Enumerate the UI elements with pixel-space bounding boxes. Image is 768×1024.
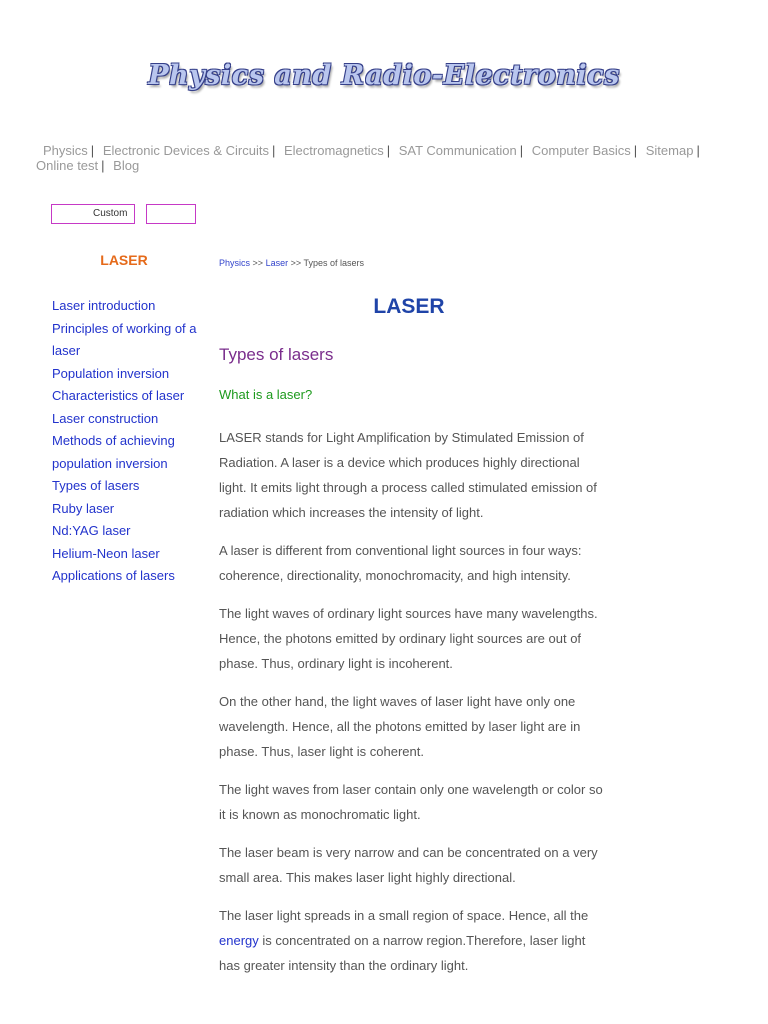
paragraph: The laser beam is very narrow and can be concentrated on a very small area. This makes laser light highly directional.	[219, 845, 598, 885]
subsection-title: What is a laser?	[219, 387, 313, 402]
paragraph-text: is concentrated on a narrow region.Therefore, laser light has greater intensity than the ordinary light.	[219, 933, 586, 973]
nav-separator: |	[386, 143, 391, 158]
paragraph: On the other hand, the light waves of laser light have only one wavelength. Hence, all the photons emitted by laser light are in phase. Thus, laser light is coherent.	[219, 694, 581, 759]
paragraph: The light waves from laser contain only one wavelength or color so it is known as monochromatic light.	[219, 782, 603, 822]
article-content	[219, 425, 609, 991]
sidebar-item-ruby-laser[interactable]: Ruby laser	[52, 500, 115, 516]
breadcrumb	[219, 258, 364, 268]
nav-link-blog[interactable]: Blog	[113, 158, 140, 173]
breadcrumb-current: Types of lasers	[303, 258, 364, 268]
sidebar-item-helium-neon-laser[interactable]: Helium-Neon laser	[52, 545, 160, 561]
sidebar-item-nd-yag-laser[interactable]: Nd:YAG laser	[52, 523, 131, 538]
page-title: LASER	[373, 295, 445, 318]
breadcrumb-link-laser[interactable]: Laser	[265, 258, 289, 268]
paragraph: The light waves of ordinary light sources have many wavelengths. Hence, the photons emitted by ordinary light sources are out of phase. Thus, ordinary light is incoherent.	[219, 606, 598, 671]
sidebar-item-principles-of-working[interactable]: Principles of working of a laser	[52, 320, 197, 358]
nav-separator: |	[90, 143, 95, 158]
sidebar-item-population-inversion[interactable]: Population inversion	[52, 365, 170, 381]
site-logo[interactable]: Physics and Radio-Electronics	[148, 60, 620, 91]
search-input[interactable]: Custom	[51, 204, 135, 224]
sidebar-item-characteristics-of-laser[interactable]: Characteristics of laser	[52, 388, 185, 403]
sidebar-item-applications-of-lasers[interactable]: Applications of lasers	[52, 568, 175, 583]
search-button[interactable]	[146, 204, 196, 224]
paragraph-text: The laser light spreads in a small region of space. Hence, all the	[219, 908, 589, 923]
top-navigation	[36, 143, 736, 173]
nav-separator: |	[271, 143, 276, 158]
breadcrumb-separator: >>	[290, 258, 302, 268]
energy-link[interactable]: energy	[219, 933, 259, 948]
sidebar-navigation	[52, 295, 202, 588]
sidebar-item-methods-population-inversion[interactable]: Methods of achieving population inversion	[52, 433, 175, 471]
nav-separator: |	[633, 143, 638, 158]
nav-link-physics[interactable]: Physics	[43, 143, 88, 158]
sidebar-item-laser-construction[interactable]: Laser construction	[52, 410, 159, 426]
section-title: Types of lasers	[219, 345, 334, 364]
nav-link-computer-basics[interactable]: Computer Basics	[531, 143, 631, 158]
nav-link-sitemap[interactable]: Sitemap	[645, 143, 694, 158]
nav-link-online-test[interactable]: Online test	[36, 158, 99, 173]
paragraph	[219, 903, 609, 978]
paragraph: A laser is different from conventional light sources in four ways: coherence, directionality, monochromacity, and high intensity.	[219, 543, 582, 583]
nav-link-electronic-devices[interactable]: Electronic Devices & Circuits	[102, 143, 269, 158]
nav-separator: |	[101, 158, 105, 173]
breadcrumb-link-physics[interactable]: Physics	[219, 258, 251, 268]
sidebar-item-types-of-lasers[interactable]: Types of lasers	[52, 478, 140, 493]
paragraph: LASER stands for Light Amplification by Stimulated Emission of Radiation. A laser is a device which produces highly directional light. It emits light through a process called stimulated emission of radiation which increases the intensity of light.	[219, 430, 597, 520]
nav-link-electromagnetics[interactable]: Electromagnetics	[283, 143, 384, 158]
nav-separator: |	[519, 143, 524, 158]
nav-link-sat-communication[interactable]: SAT Communication	[398, 143, 517, 158]
nav-separator: |	[696, 143, 700, 158]
sidebar-item-laser-introduction[interactable]: Laser introduction	[52, 298, 156, 313]
breadcrumb-separator: >>	[252, 258, 264, 268]
sidebar-title: LASER	[100, 252, 148, 268]
